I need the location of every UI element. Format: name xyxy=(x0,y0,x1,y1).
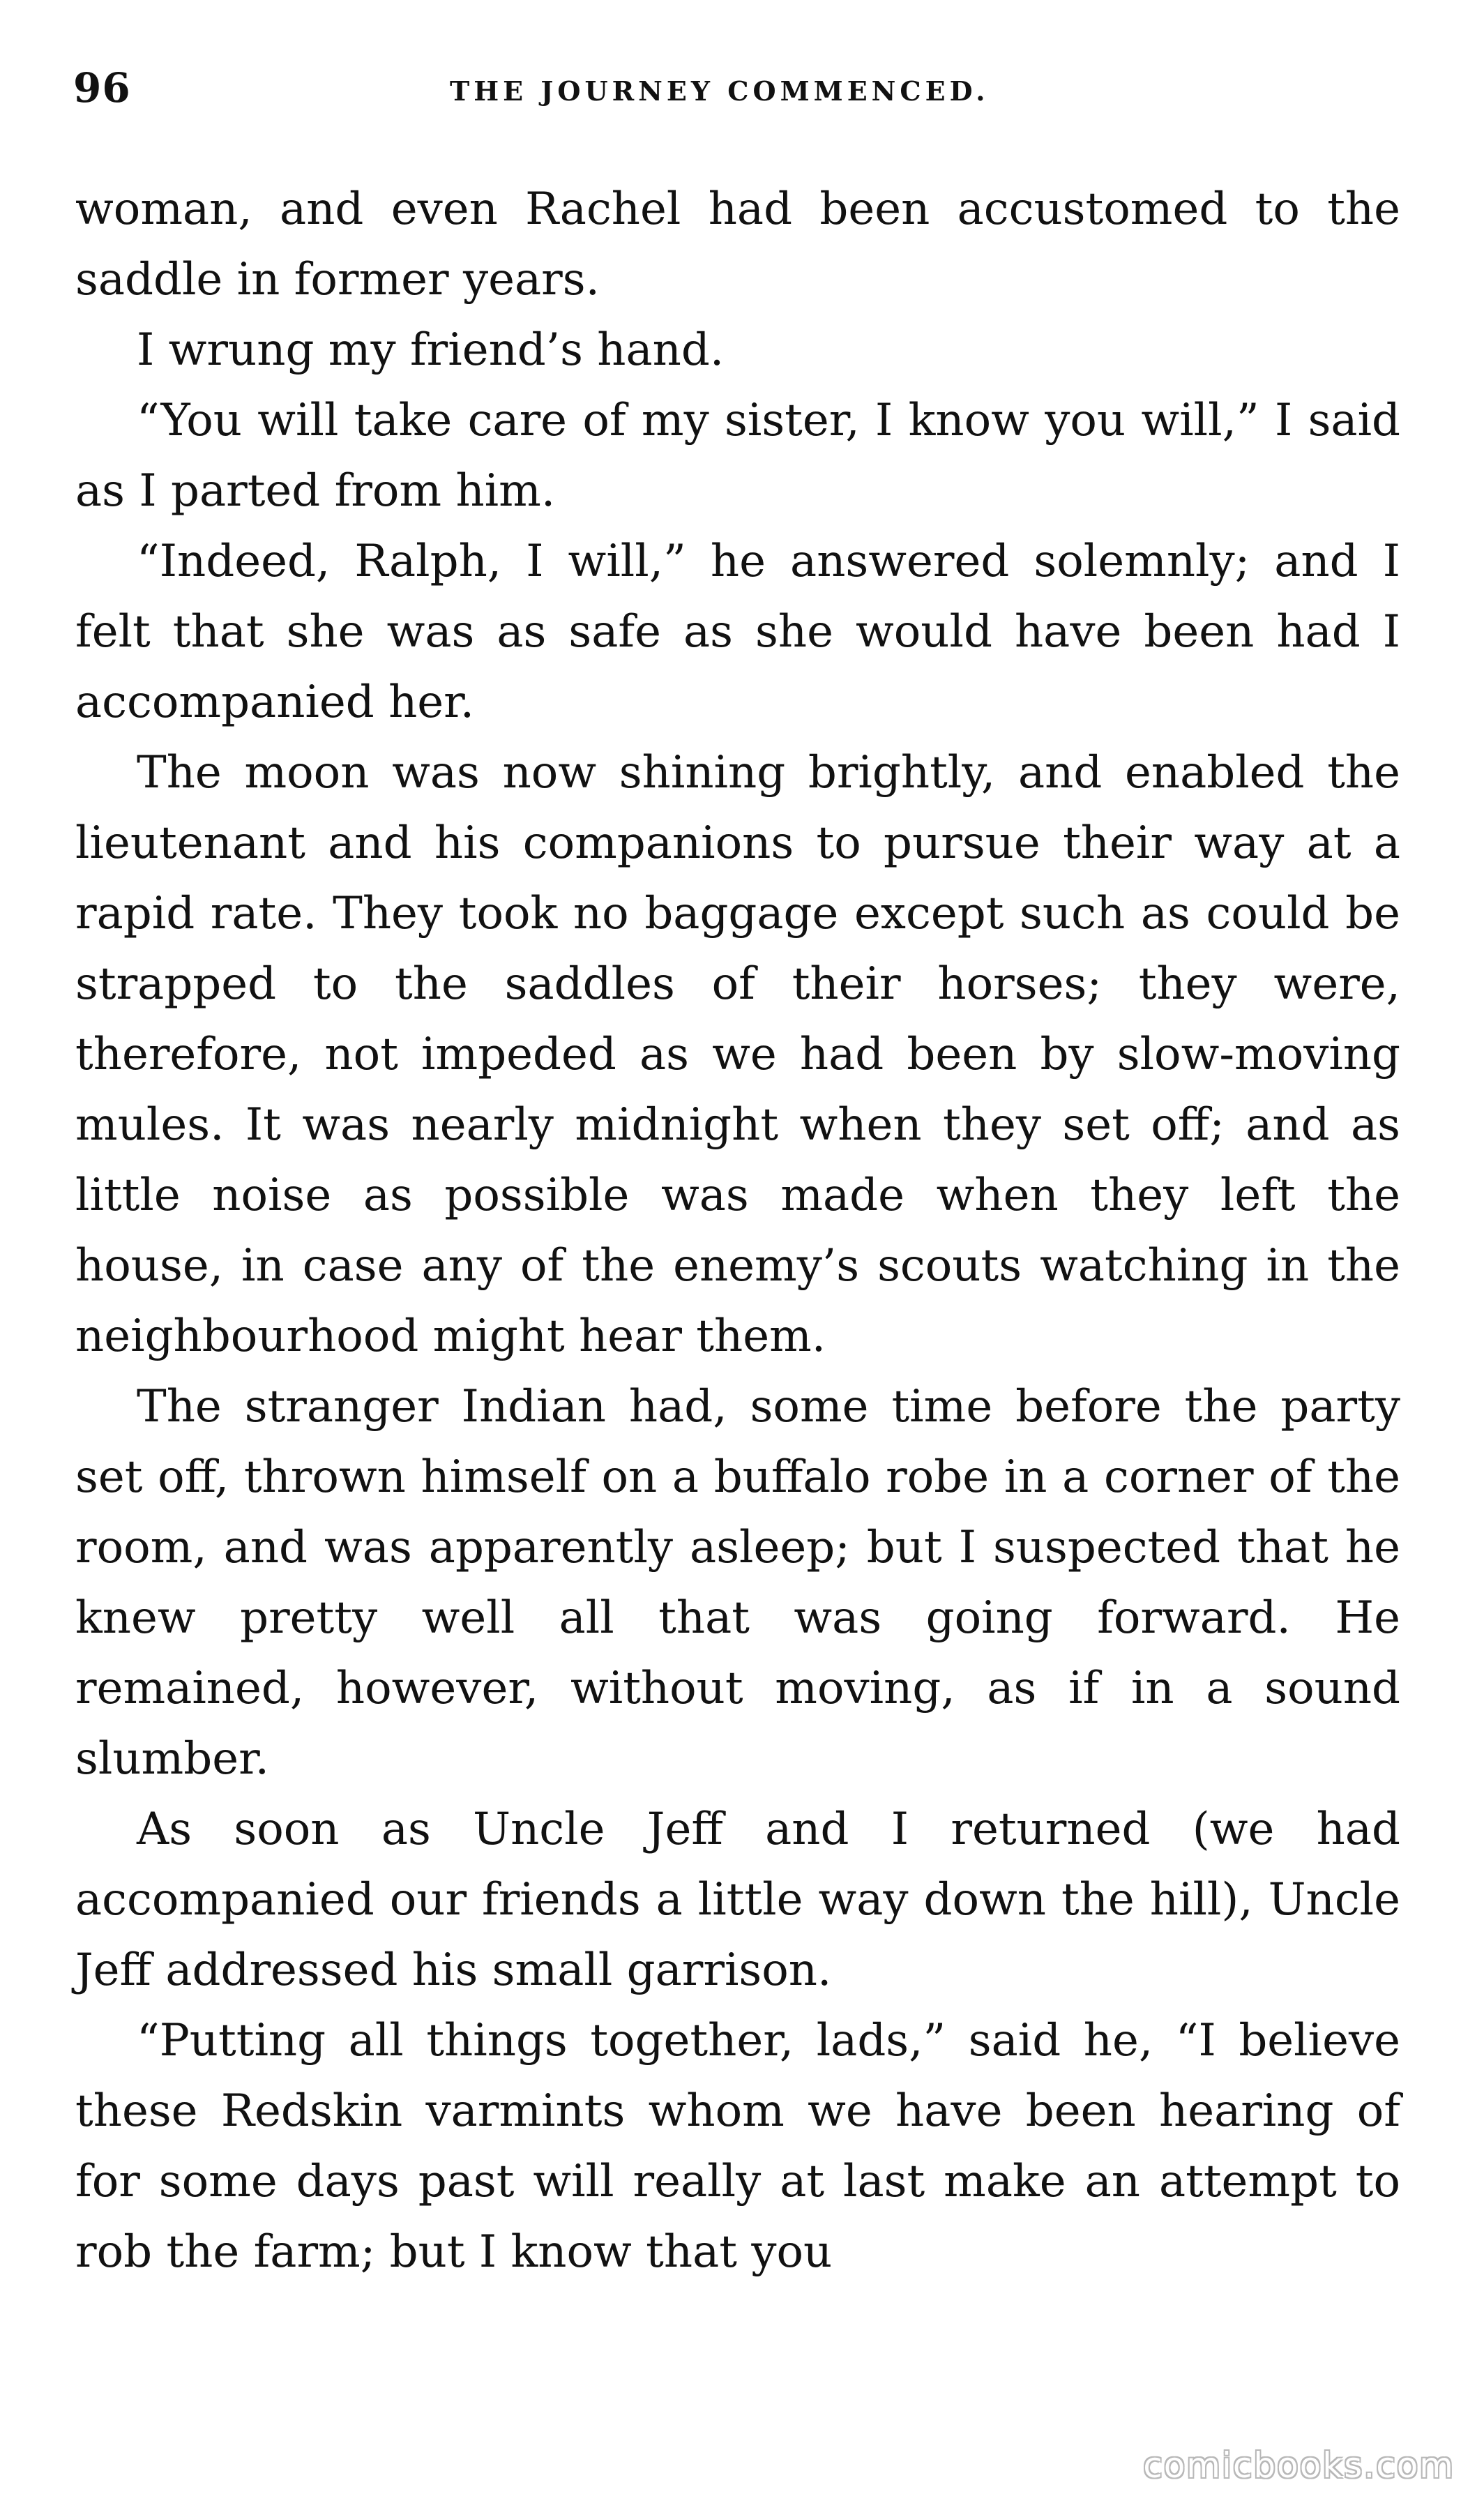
paragraph: The stranger Indian had, some time before the party set off, thrown himself on a buffalo robe in a corner of the room, and was apparently asleep; but I suspected that he knew pretty well all that was going forward. He remained, however, without moving, as if in a sound slumber. xyxy=(75,1381,1400,1785)
paragraph-continued: woman, and even Rachel had been accustomed to the saddle in former years. xyxy=(75,183,1400,305)
running-title: THE JOURNEY COMMENCED. xyxy=(450,75,990,107)
paragraph: I wrung my friend’s hand. xyxy=(137,324,725,376)
body-text xyxy=(75,174,1400,2288)
page-header xyxy=(73,64,1414,127)
paragraph: “Putting all things together, lads,” said he, “I believe these Redskin varmints whom we have been hearing of for some days past will really at last make an attempt to rob the farm; but I know that you xyxy=(75,2015,1400,2278)
watermark: comicbooks.com xyxy=(1143,2445,1455,2486)
page-number: 96 xyxy=(73,64,131,112)
paragraph: The moon was now shining brightly, and enabled the lieutenant and his companions to pursue their way at a rapid rate. They took no baggage except such as could be strapped to the saddles of their horses; they were, therefore, not impeded as we had been by slow-moving mules. It was nearly midnight when they set off; and as little noise as possible was made when they left the house, in case any of the enemy’s scouts watching in the neighbourhood might hear them. xyxy=(75,747,1400,1362)
paragraph: “You will take care of my sister, I know you will,” I said as I parted from him. xyxy=(75,395,1400,517)
paragraph: “Indeed, Ralph, I will,” he answered solemnly; and I felt that she was as safe as she would have been had I accompanied her. xyxy=(75,536,1400,728)
paragraph: As soon as Uncle Jeff and I returned (we had accompanied our friends a little way down the hill), Uncle Jeff addressed his small garrison. xyxy=(75,1804,1400,1996)
